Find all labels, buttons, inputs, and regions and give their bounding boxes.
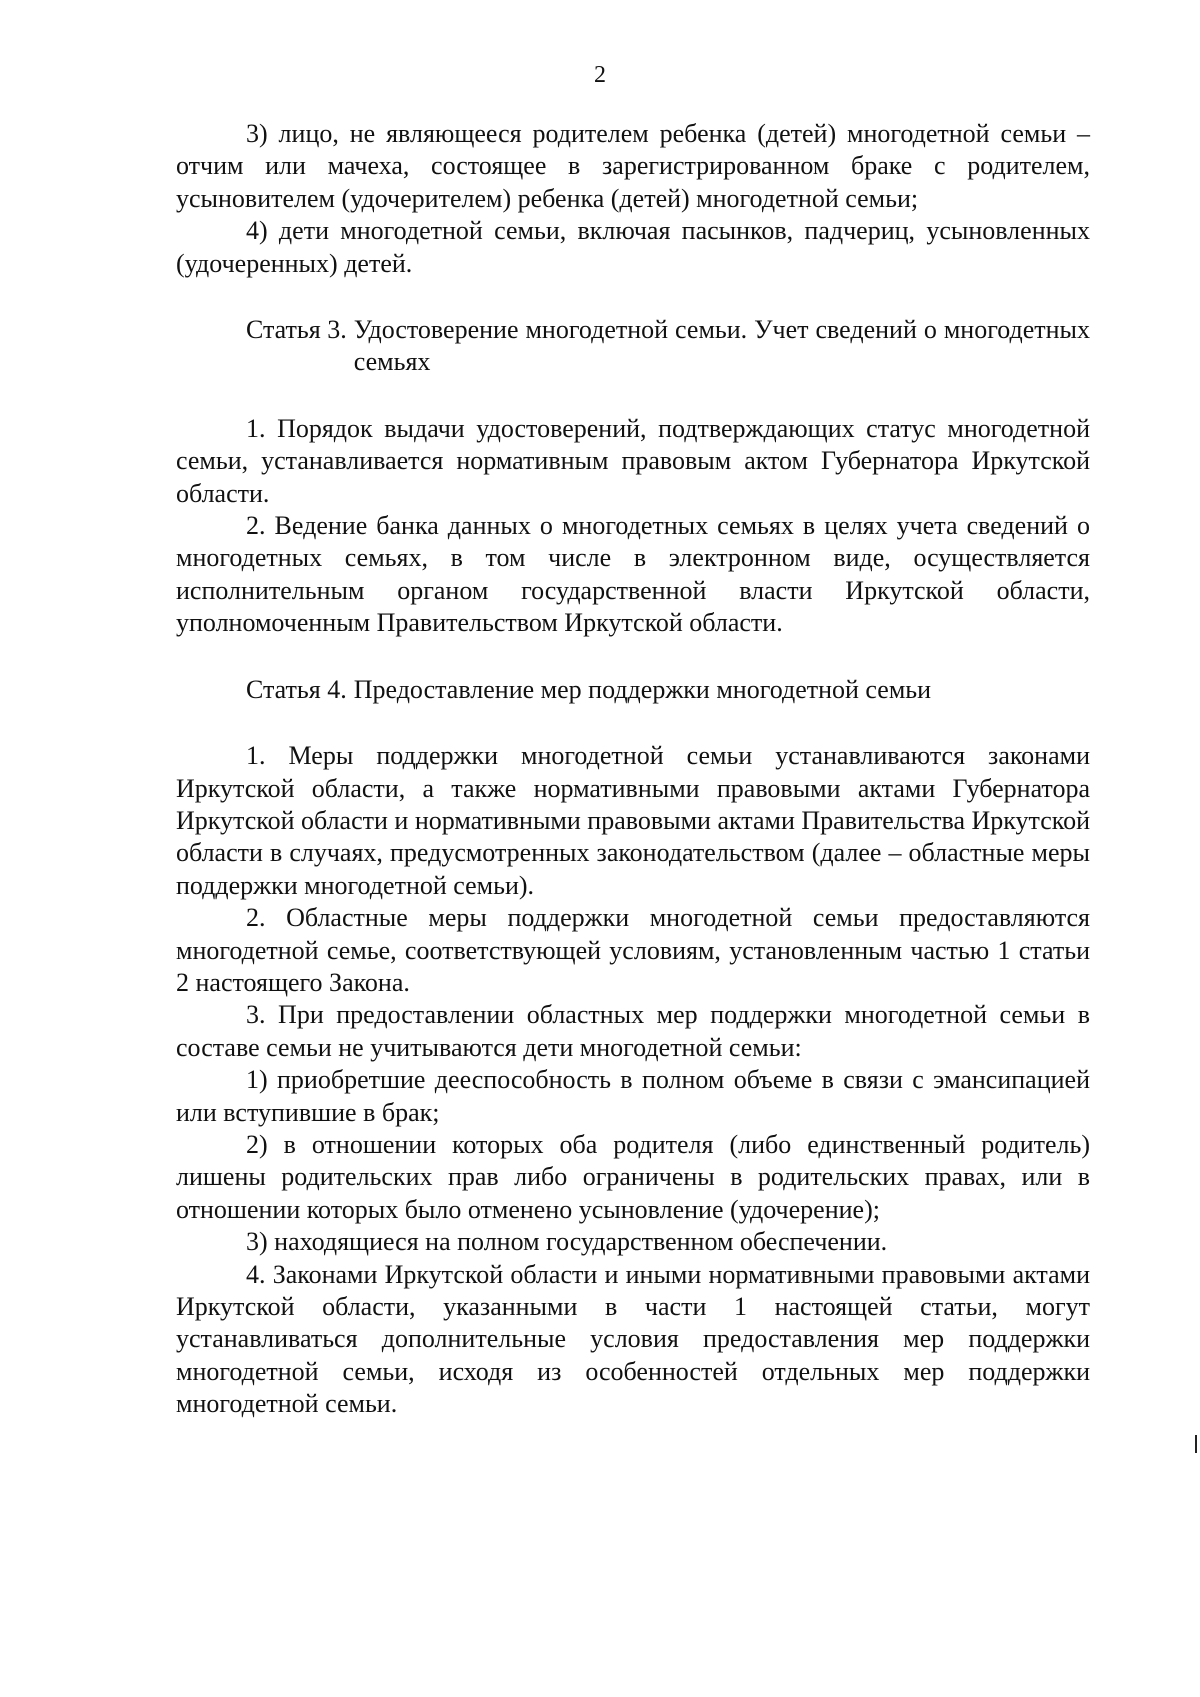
article-4-title: Предоставление мер поддержки многодетной семьи xyxy=(353,674,932,704)
article-4-paragraph-2: 2. Областные меры поддержки многодетной семьи предоставляются многодетной семье, соответствующей условиям, установленным частью 1 статьи 2 настоящего Закона. xyxy=(176,903,1090,997)
article-3-title: Удостоверение многодетной семьи. Учет сведений о многодетных семьях xyxy=(353,315,1090,377)
article-4-label: Статья 4. xyxy=(246,674,347,704)
article-3-heading xyxy=(176,314,1090,379)
article-4-paragraph-3-item-1: 1) приобретшие дееспособность в полном объеме в связи с эмансипацией или вступившие в брак; xyxy=(176,1065,1090,1127)
scan-edge-mark xyxy=(1195,1435,1197,1453)
paragraph-item-4: 4) дети многодетной семьи, включая пасынков, падчериц, усыновленных (удочеренных) детей. xyxy=(176,216,1090,278)
article-3-paragraph-2: 2. Ведение банка данных о многодетных семьях в целях учета сведений о многодетных семьях, в том числе в электронном виде, осуществляется исполнительным органом государственной власти Иркутской области, уполномоченным Правительством Иркутской области. xyxy=(176,511,1090,638)
article-3-paragraph-1: 1. Порядок выдачи удостоверений, подтверждающих статус многодетной семьи, устанавливается нормативным правовым актом Губернатора Иркутской области. xyxy=(176,413,1090,508)
article-4-paragraph-3-item-3: 3) находящиеся на полном государственном обеспечении. xyxy=(246,1227,888,1257)
article-4-heading xyxy=(176,674,1090,706)
article-4-paragraph-3: 3. При предоставлении областных мер поддержки многодетной семьи в составе семьи не учитываются дети многодетной семьи: xyxy=(176,1000,1090,1062)
paragraph-item-3: 3) лицо, не являющееся родителем ребенка (детей) многодетной семьи – отчим или мачеха, состоящее в зарегистрированном браке с родителем, усыновителем (удочерителем) ребенка (детей) многодетной семьи; xyxy=(176,119,1090,213)
article-4-paragraph-4: 4. Законами Иркутской области и иными нормативными правовыми актами Иркутской области, указанными в части 1 настоящей статьи, могут устанавливаться дополнительные условия предоставления мер поддержки многодетной семьи, исходя из особенностей отдельных мер поддержки многодетной семьи. xyxy=(176,1259,1090,1419)
document-body xyxy=(176,118,1090,1421)
article-3-label: Статья 3. xyxy=(246,315,347,345)
page-number: 2 xyxy=(594,62,606,88)
article-4-paragraph-1: 1. Меры поддержки многодетной семьи устанавливаются законами Иркутской области, а также нормативными правовыми актами Губернатора Иркутской области и нормативными правовыми актами Правительства Иркутской области в случаях, предусмотренных законодательством (далее – областные меры поддержки многодетной семьи). xyxy=(176,741,1090,900)
article-4-paragraph-3-item-2: 2) в отношении которых оба родителя (либо единственный родитель) лишены родительских прав либо ограничены в родительских правах, или в отношении которых было отменено усыновление (удочерение); xyxy=(176,1129,1090,1224)
